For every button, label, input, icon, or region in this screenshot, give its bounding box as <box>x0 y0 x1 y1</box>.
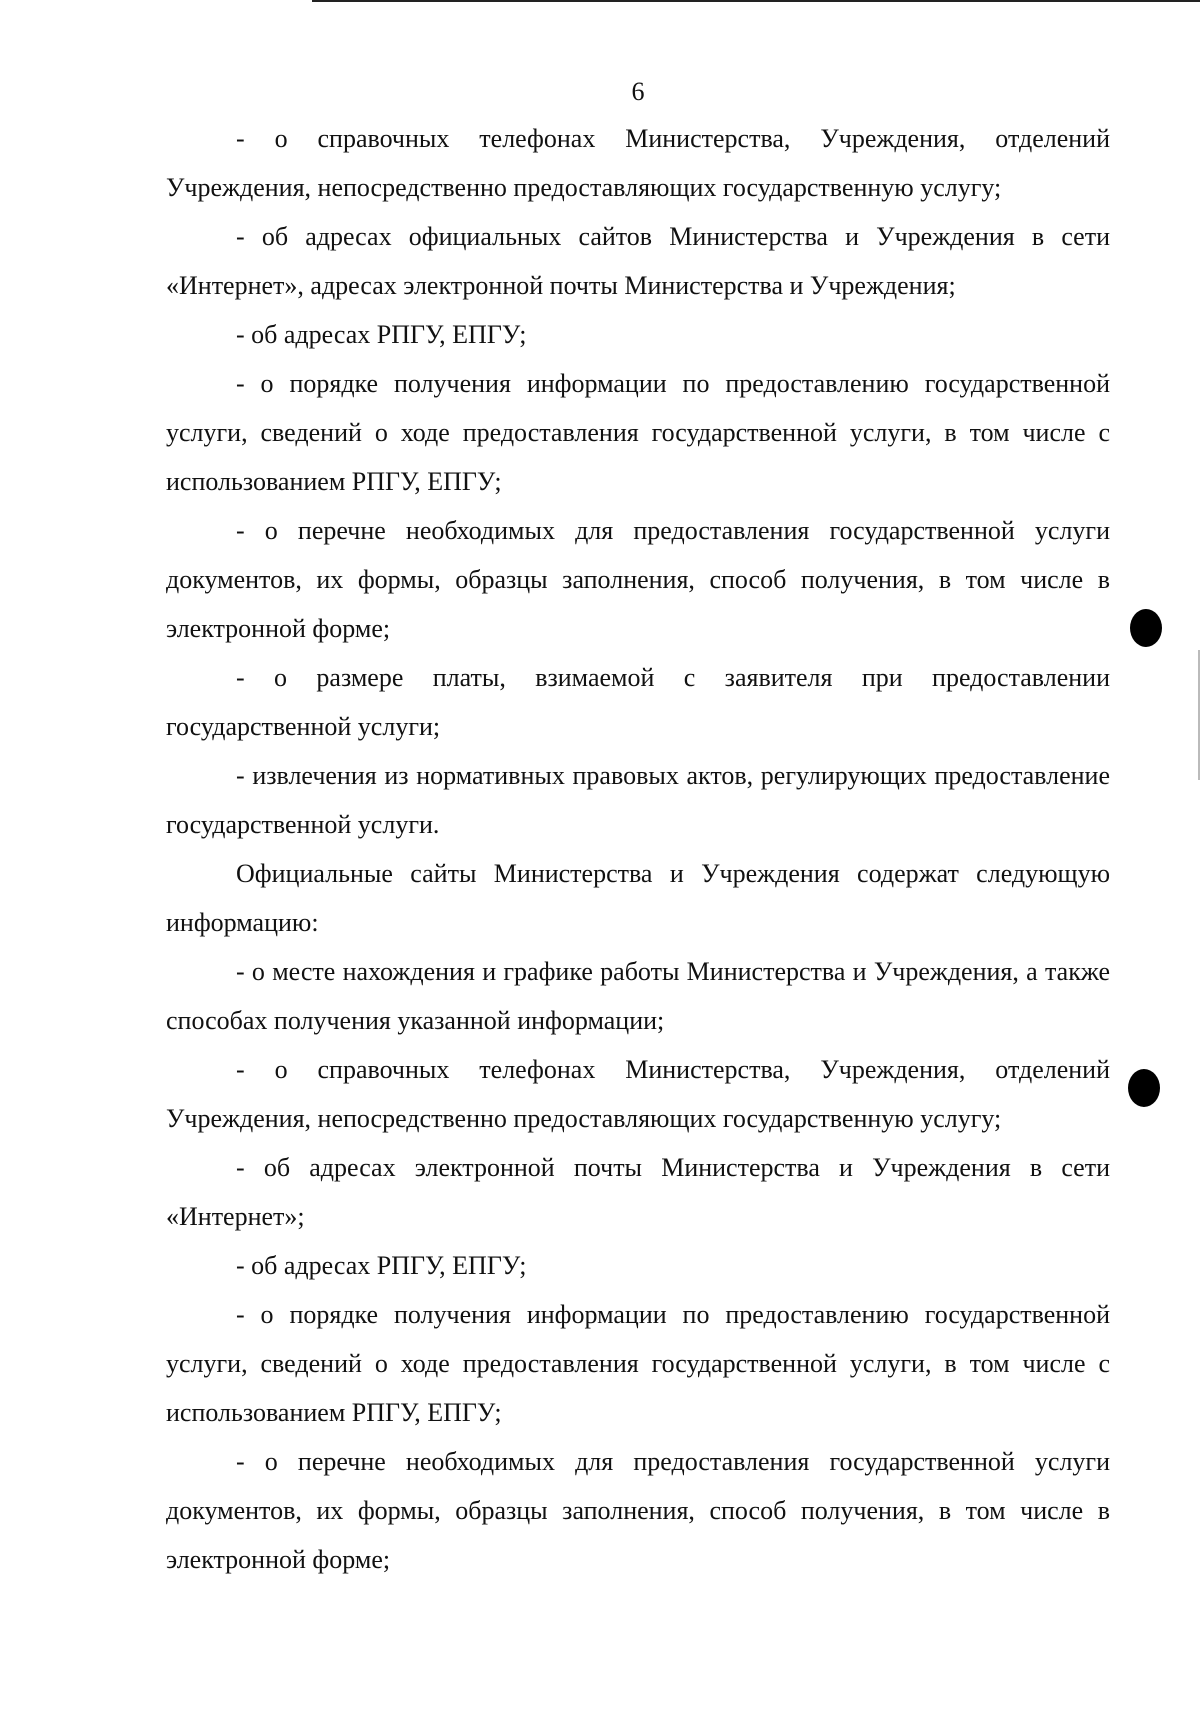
paragraph: - о перечне необходимых для предоставления государственной услуги документов, их формы, образцы заполнения, способ получения, в том числе в электронной форме; <box>166 1447 1110 1574</box>
paragraph: - об адресах электронной почты Министерства и Учреждения в сети «Интернет»; <box>166 1153 1110 1231</box>
paragraph: - об адресах РПГУ, ЕПГУ; <box>236 320 527 349</box>
top-edge-line <box>312 0 1200 2</box>
punch-hole <box>1130 609 1162 647</box>
paragraph: - о справочных телефонах Министерства, Учреждения, отделений Учреждения, непосредственно предоставляющих государственную услугу; <box>166 1055 1110 1133</box>
paragraph: - об адресах официальных сайтов Министерства и Учреждения в сети «Интернет», адресах электронной почты Министерства и Учреждения; <box>166 222 1110 300</box>
paragraph: - о справочных телефонах Министерства, Учреждения, отделений Учреждения, непосредственно предоставляющих государственную услугу; <box>166 124 1110 202</box>
paragraph: Официальные сайты Министерства и Учреждения содержат следующую информацию: <box>166 859 1110 937</box>
paragraph: - о порядке получения информации по предоставлению государственной услуги, сведений о ходе предоставления государственной услуги, в том числе с использованием РПГУ, ЕПГУ; <box>166 369 1110 496</box>
paragraph: - о размере платы, взимаемой с заявителя при предоставлении государственной услуги; <box>166 663 1110 741</box>
paragraph: - о перечне необходимых для предоставления государственной услуги документов, их формы, образцы заполнения, способ получения, в том числе в электронной форме; <box>166 516 1110 643</box>
page-number: 6 <box>631 77 645 106</box>
punch-hole <box>1128 1069 1160 1107</box>
paragraph: - о порядке получения информации по предоставлению государственной услуги, сведений о ходе предоставления государственной услуги, в том числе с использованием РПГУ, ЕПГУ; <box>166 1300 1110 1427</box>
paragraph: - о месте нахождения и графике работы Министерства и Учреждения, а также способах получения указанной информации; <box>166 957 1110 1035</box>
paragraph: - извлечения из нормативных правовых актов, регулирующих предоставление государственной услуги. <box>166 761 1110 839</box>
paragraph: - об адресах РПГУ, ЕПГУ; <box>236 1251 527 1280</box>
document-body <box>166 114 1110 1584</box>
